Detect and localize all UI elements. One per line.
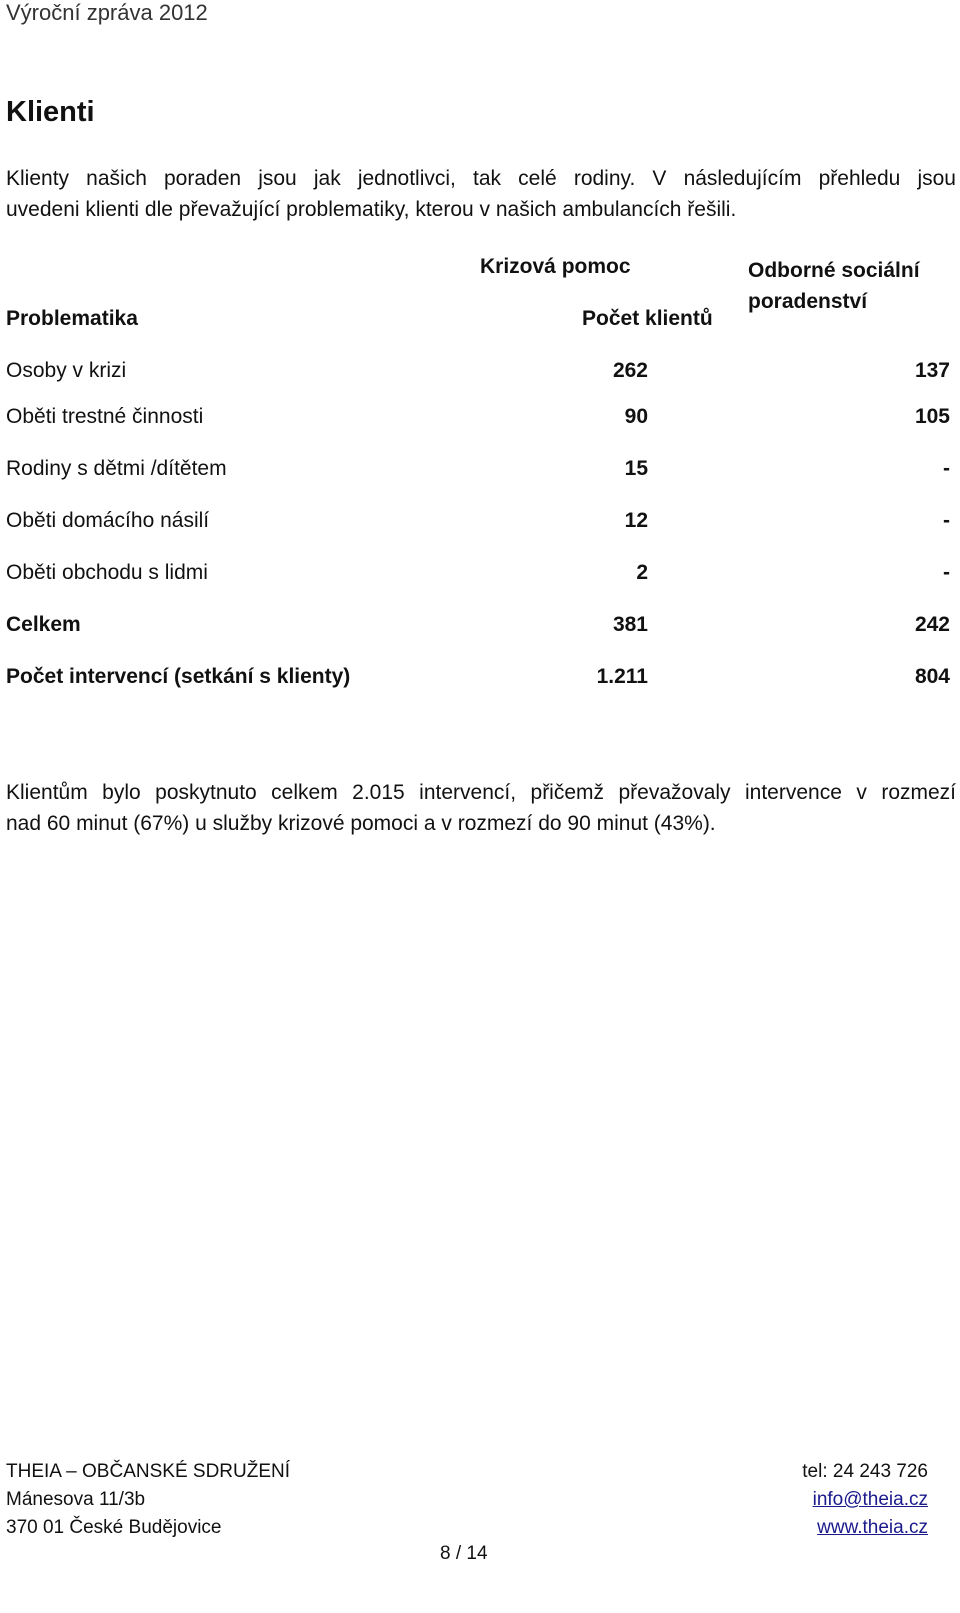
row-value-odborne: - (943, 509, 950, 532)
row-header-problematika: Problematika (6, 307, 138, 330)
footer-street: Mánesova 11/3b (6, 1489, 146, 1510)
row-value-odborne: 137 (914, 359, 950, 382)
footer-city: 370 01 České Budějovice (6, 1517, 222, 1538)
row-label: Oběti trestné činnosti (6, 405, 204, 428)
summary-line-2: nad 60 minut (67%) u služby krizové pomoci a v rozmezí do 90 minut (43%). (6, 812, 716, 835)
col-header-odborne-poradenstvi: Odborné sociální poradenství (748, 259, 920, 313)
row-value-odborne: 105 (914, 405, 950, 428)
col-header-krizova-pomoc: Krizová pomoc (480, 255, 631, 278)
row-label: Rodiny s dětmi /dítětem (6, 457, 227, 480)
row-label: Osoby v krizi (6, 359, 127, 382)
row-value-krizova: 262 (612, 359, 648, 382)
row-value-odborne: - (943, 561, 950, 584)
total-value-krizova: 381 (612, 613, 648, 636)
summary-line-1: Klientům bylo poskytnuto celkem 2.015 intervencí, přičemž převažovaly intervence v rozmezí (6, 781, 956, 804)
page-number: 8 / 14 (440, 1543, 488, 1564)
interventions-label: Počet intervencí (setkání s klienty) (6, 665, 351, 688)
row-value-odborne: - (943, 457, 950, 480)
interventions-value-odborne: 804 (914, 665, 950, 688)
intro-line-2: uvedeni klienti dle převažující problematiky, kterou v našich ambulancích řešili. (6, 198, 737, 221)
row-value-krizova: 12 (624, 509, 648, 532)
row-label: Oběti obchodu s lidmi (6, 561, 208, 584)
footer-tel: tel: 24 243 726 (802, 1461, 928, 1482)
row-label: Oběti domácího násilí (6, 509, 210, 532)
total-value-odborne: 242 (914, 613, 950, 636)
total-label: Celkem (6, 613, 81, 636)
row-value-krizova: 90 (624, 405, 648, 428)
footer-org-name: THEIA – OBČANSKÉ SDRUŽENÍ (6, 1461, 291, 1482)
intro-line-1: Klienty našich poraden jsou jak jednotlivci, tak celé rodiny. V následujícím přehledu jsou (6, 167, 956, 190)
footer-email-link[interactable]: info@theia.cz (812, 1489, 928, 1510)
sub-header-pocet-klientu: Počet klientů (582, 307, 713, 330)
section-title: Klienti (6, 96, 95, 128)
document-header-title: Výroční zpráva 2012 (6, 0, 208, 25)
interventions-value-krizova: 1.211 (596, 665, 648, 688)
row-value-krizova: 2 (636, 561, 648, 584)
footer-web-link[interactable]: www.theia.cz (817, 1517, 928, 1538)
row-value-krizova: 15 (624, 457, 648, 480)
